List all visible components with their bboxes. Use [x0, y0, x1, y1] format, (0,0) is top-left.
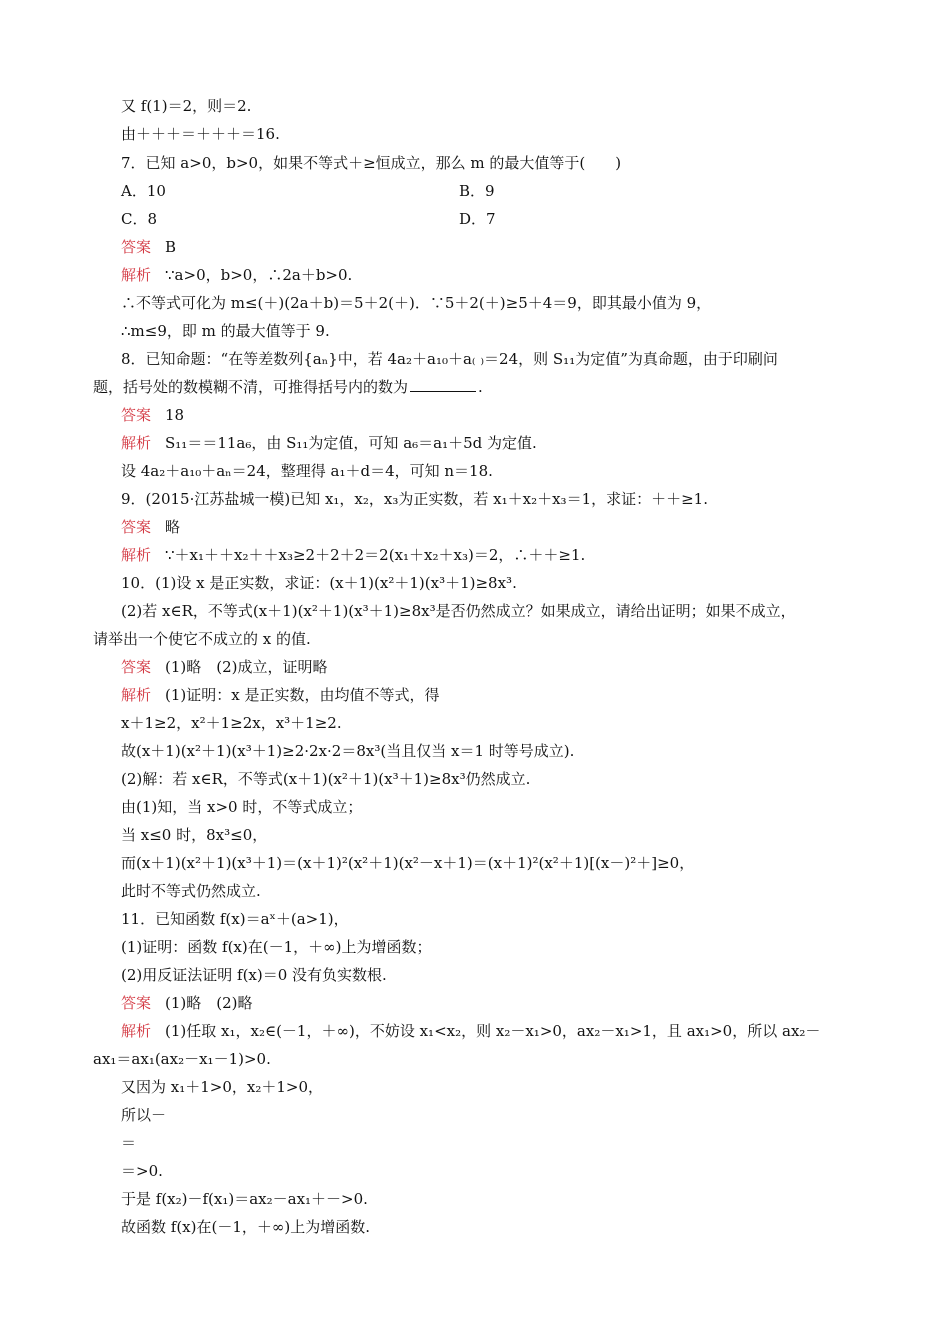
answer-value: 略: [165, 518, 181, 536]
text-line: ∴m≤9，即 m 的最大值等于 9.: [121, 322, 330, 340]
text-line: ＝>0.: [121, 1162, 163, 1180]
answer-label: 答案: [121, 406, 152, 424]
text-line: 又 f(1)＝2，则＝2.: [121, 97, 252, 115]
question-7: 7．已知 a>0，b>0，如果不等式＋≥恒成立，那么 m 的最大值等于( ): [121, 154, 622, 172]
option-d: D．7: [459, 210, 496, 228]
question-10-part2: (2)若 x∈R，不等式(x＋1)(x²＋1)(x³＋1)≥8x³是否仍然成立？如果成立，请给出证明；如果不成立，: [121, 602, 796, 620]
analysis-label: 解析: [121, 1022, 152, 1040]
text-line: 设 4a₂＋a₁₀＋aₙ＝24，整理得 a₁＋d＝4，可知 n＝18.: [121, 462, 493, 480]
question-10: 10．(1)设 x 是正实数，求证：(x＋1)(x²＋1)(x³＋1)≥8x³.: [121, 574, 517, 592]
text-line: ∴不等式可化为 m≤(＋)(2a＋b)＝5＋2(＋)．∵5＋2(＋)≥5＋4＝9，即其最小值为 9，: [121, 294, 712, 312]
answer-label: 答案: [121, 518, 152, 536]
question-9: 9．(2015·江苏盐城一模)已知 x₁，x₂，x₃为正实数，若 x₁＋x₂＋x₃＝1，求证：＋＋≥1.: [121, 490, 708, 508]
question-8: 8．已知命题：“在等差数列{aₙ}中，若 4a₂＋a₁₀＋a₍ ₎＝24，则 S₁₁为定值”为真命题，由于印刷问: [121, 350, 778, 368]
analysis-line: [121, 265, 352, 285]
analysis-line: [121, 685, 440, 705]
question-8-cont: [93, 377, 483, 397]
answer-value: (1)略 (2)成立，证明略: [165, 658, 328, 676]
question-11-part2: (2)用反证法证明 f(x)＝0 没有负实数根.: [121, 966, 387, 984]
analysis-text: ∵a>0，b>0，∴2a＋b>0.: [165, 266, 353, 284]
text-line: 由(1)知，当 x>0 时，不等式成立；: [121, 798, 363, 816]
answer-label: 答案: [121, 238, 152, 256]
option-c: C．8: [121, 210, 158, 228]
answer-label: 答案: [121, 994, 152, 1012]
answer-label: 答案: [121, 658, 152, 676]
text-line: 故(x＋1)(x²＋1)(x³＋1)≥2·2x·2＝8x³(当且仅当 x＝1 时等号成立).: [121, 742, 575, 760]
analysis-text: ∵＋x₁＋＋x₂＋＋x₃≥2＋2＋2＝2(x₁＋x₂＋x₃)＝2，∴＋＋≥1.: [165, 546, 586, 564]
analysis-label: 解析: [121, 686, 152, 704]
analysis-label: 解析: [121, 266, 152, 284]
answer-line: [121, 517, 180, 537]
text-line: 于是 f(x₂)－f(x₁)＝ax₂－ax₁＋－>0.: [121, 1190, 368, 1208]
analysis-text: (1)任取 x₁，x₂∈(－1，＋∞)，不妨设 x₁<x₂，则 x₂－x₁>0，ax₂－x₁>1，且 ax₁>0，所以 ax₂－: [165, 1022, 821, 1040]
analysis-line: [121, 545, 585, 565]
answer-value: (1)略 (2)略: [165, 994, 253, 1012]
text-line: 由＋＋＋＝＋＋＋＝16.: [121, 125, 280, 143]
analysis-text: S₁₁＝＝11a₆，由 S₁₁为定值，可知 a₆＝a₁＋5d 为定值.: [165, 434, 537, 452]
question-11-part1: (1)证明：函数 f(x)在(－1，＋∞)上为增函数；: [121, 938, 432, 956]
question-10-cont: 请举出一个使它不成立的 x 的值.: [93, 630, 311, 648]
text-line: (2)解：若 x∈R，不等式(x＋1)(x²＋1)(x³＋1)≥8x³仍然成立.: [121, 770, 531, 788]
text-line: 此时不等式仍然成立.: [121, 882, 261, 900]
question-11: 11．已知函数 f(x)＝aˣ＋(a>1)，: [121, 910, 349, 928]
question-8-text: 题，括号处的数模糊不清，可推得括号内的数为: [93, 378, 409, 396]
analysis-label: 解析: [121, 546, 152, 564]
analysis-line: [121, 1021, 820, 1041]
text-line: 所以－: [121, 1106, 167, 1124]
text-line: x＋1≥2，x²＋1≥2x，x³＋1≥2.: [121, 714, 342, 732]
fill-blank: [410, 377, 476, 392]
answer-line: [121, 993, 253, 1013]
text-line: 当 x≤0 时，8x³≤0，: [121, 826, 268, 844]
analysis-label: 解析: [121, 434, 152, 452]
answer-line: [121, 405, 184, 425]
answer-value: B: [165, 238, 177, 256]
answer-value: 18: [165, 406, 185, 424]
text-line: ＝: [121, 1134, 137, 1152]
text-line: 故函数 f(x)在(－1，＋∞)上为增函数.: [121, 1218, 370, 1236]
option-b: B．9: [459, 182, 495, 200]
text-line: ax₁＝ax₁(ax₂－x₁－1)>0.: [93, 1050, 271, 1068]
analysis-text: (1)证明：x 是正实数，由均值不等式，得: [165, 686, 440, 704]
text-line: 又因为 x₁＋1>0，x₂＋1>0，: [121, 1078, 324, 1096]
answer-line: [121, 237, 176, 257]
analysis-line: [121, 433, 537, 453]
period: .: [478, 378, 483, 396]
answer-line: [121, 657, 328, 677]
text-line: 而(x＋1)(x²＋1)(x³＋1)＝(x＋1)²(x²＋1)(x²－x＋1)＝(x＋1)²(x²＋1)[(x－)²＋]≥0，: [121, 854, 695, 872]
option-a: A．10: [121, 182, 166, 200]
